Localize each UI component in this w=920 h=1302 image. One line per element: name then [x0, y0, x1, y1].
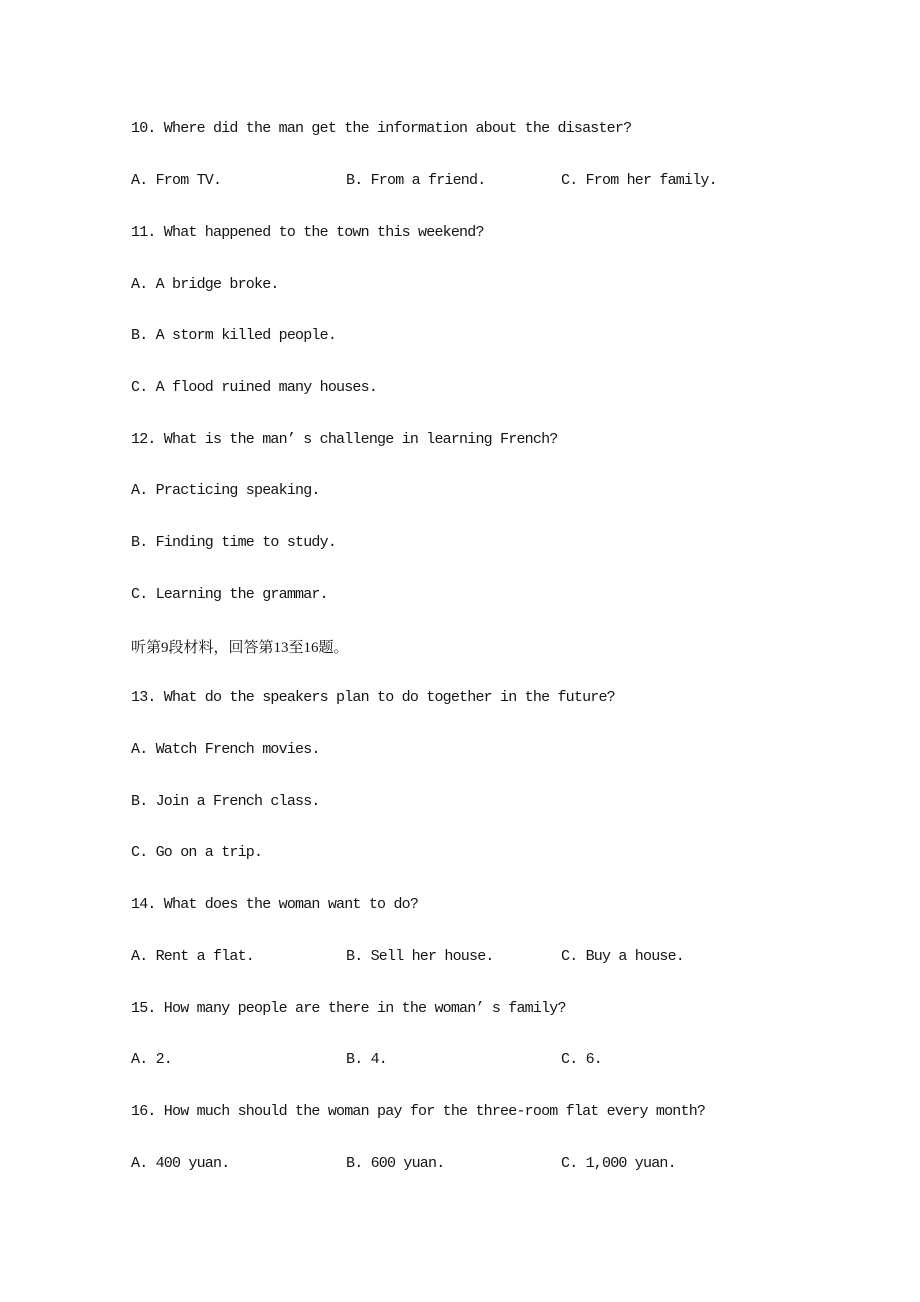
- option-a: [131, 1034, 172, 1086]
- question-stem-text: How many people are there in the woman’ s family?: [163, 999, 566, 1017]
- option-text: Practicing speaking.: [155, 482, 320, 500]
- option-label: A.: [131, 482, 148, 500]
- option-text: A flood ruined many houses.: [155, 378, 378, 396]
- option-text: 1,000 yuan.: [585, 1154, 676, 1172]
- option-label: C.: [561, 1051, 578, 1069]
- question-13-stem: [131, 672, 891, 724]
- question-12-option-a: [131, 465, 891, 517]
- question-11-option-a: [131, 258, 891, 310]
- option-b: [346, 1034, 387, 1086]
- question-stem-text: What do the speakers plan to do together in the future?: [163, 689, 615, 707]
- question-number: 15.: [131, 999, 156, 1017]
- option-label: C.: [561, 947, 578, 965]
- option-label: A.: [131, 1051, 148, 1069]
- option-label: C.: [131, 378, 148, 396]
- question-13-option-c: [131, 827, 891, 879]
- option-a: [131, 931, 254, 983]
- option-label: A.: [131, 275, 148, 293]
- option-label: B.: [131, 534, 148, 552]
- question-12-option-b: [131, 517, 891, 569]
- option-label: B.: [131, 792, 148, 810]
- question-11-stem: [131, 206, 891, 258]
- option-b: [346, 1137, 444, 1189]
- question-number: 12.: [131, 430, 156, 448]
- option-b: [346, 931, 494, 983]
- question-10-options: [131, 155, 891, 207]
- question-stem-text: What happened to the town this weekend?: [163, 223, 484, 241]
- question-14-stem: [131, 879, 891, 931]
- question-12-option-c: [131, 568, 891, 620]
- option-text: From a friend.: [370, 172, 486, 190]
- question-10-stem: [131, 103, 891, 155]
- option-text: Rent a flat.: [155, 947, 255, 965]
- option-c: [561, 155, 717, 207]
- option-text: Buy a house.: [585, 947, 685, 965]
- question-11-option-c: [131, 362, 891, 414]
- option-text: From her family.: [585, 172, 717, 190]
- option-label: B.: [346, 1154, 363, 1172]
- question-16-options: [131, 1137, 891, 1189]
- question-stem-text: Where did the man get the information about the disaster?: [163, 120, 632, 138]
- option-text: A storm killed people.: [155, 327, 337, 345]
- option-label: B.: [346, 1051, 363, 1069]
- question-number: 10.: [131, 120, 156, 138]
- option-text: Finding time to study.: [155, 534, 337, 552]
- question-number: 11.: [131, 223, 156, 241]
- option-label: B.: [131, 327, 148, 345]
- option-text: 2.: [155, 1051, 172, 1069]
- option-text: Watch French movies.: [155, 740, 320, 758]
- question-13-option-a: [131, 724, 891, 776]
- option-label: A.: [131, 172, 148, 190]
- option-label: A.: [131, 947, 148, 965]
- option-label: A.: [131, 740, 148, 758]
- option-label: C.: [561, 1154, 578, 1172]
- option-label: A.: [131, 1154, 148, 1172]
- question-number: 13.: [131, 689, 156, 707]
- option-text: Sell her house.: [370, 947, 494, 965]
- option-text: 6.: [585, 1051, 602, 1069]
- question-16-stem: [131, 1086, 891, 1138]
- question-number: 16.: [131, 1103, 156, 1121]
- option-text: Learning the grammar.: [155, 585, 328, 603]
- option-a: [131, 1137, 229, 1189]
- option-text: Join a French class.: [155, 792, 320, 810]
- option-text: 400 yuan.: [155, 1154, 230, 1172]
- question-number: 14.: [131, 896, 156, 914]
- question-11-option-b: [131, 310, 891, 362]
- section-note: 听第9段材料，回答第13至16题。: [131, 639, 349, 656]
- question-13-option-b: [131, 775, 891, 827]
- option-text: 4.: [370, 1051, 387, 1069]
- exam-page: [131, 103, 891, 1189]
- option-a: [131, 155, 221, 207]
- option-text: Go on a trip.: [155, 844, 263, 862]
- question-stem-text: How much should the woman pay for the three-room flat every month?: [163, 1103, 706, 1121]
- question-12-stem: [131, 413, 891, 465]
- question-15-options: [131, 1034, 891, 1086]
- option-text: 600 yuan.: [370, 1154, 445, 1172]
- option-c: [561, 1137, 676, 1189]
- option-c: [561, 931, 684, 983]
- option-label: C.: [131, 844, 148, 862]
- option-label: B.: [346, 172, 363, 190]
- question-14-options: [131, 931, 891, 983]
- option-c: [561, 1034, 602, 1086]
- question-stem-text: What does the woman want to do?: [163, 896, 419, 914]
- option-text: A bridge broke.: [155, 275, 279, 293]
- question-15-stem: [131, 982, 891, 1034]
- option-text: From TV.: [155, 172, 222, 190]
- question-stem-text: What is the man’ s challenge in learning French?: [163, 430, 558, 448]
- option-b: [346, 155, 485, 207]
- option-label: B.: [346, 947, 363, 965]
- option-label: C.: [131, 585, 148, 603]
- option-label: C.: [561, 172, 578, 190]
